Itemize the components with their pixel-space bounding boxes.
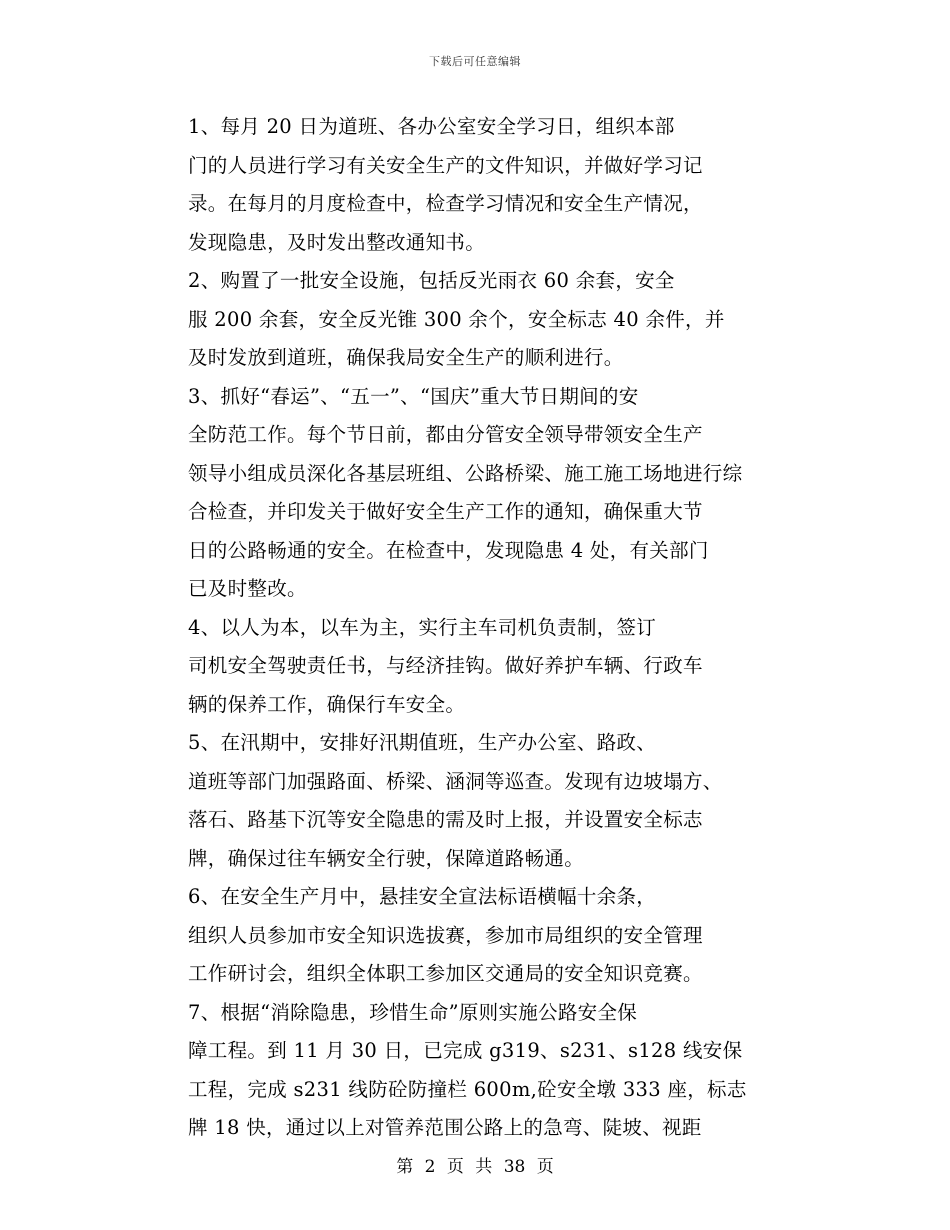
body-line: 及时发放到道班，确保我局安全生产的顺利进行。	[188, 346, 624, 369]
body-line: 4、以人为本，以车为主，实行主车司机负责制，签订	[188, 615, 657, 639]
body-line: 障工程。到 11 月 30 日，已完成 g319、s231、s128 线安保	[188, 1039, 743, 1062]
page-header: 下载后可任意编辑	[429, 55, 521, 68]
body-line: 7、根据“消除隐患，珍惜生命”原则实施公路安全保	[188, 1000, 638, 1024]
body-line: 5、在汛期中，安排好汛期值班，生产办公室、路政、	[188, 731, 657, 754]
body-line: 门的人员进行学习有关安全生产的文件知识，并做好学习记	[188, 153, 703, 177]
body-line: 牌，确保过往车辆安全行驶，保障道路畅通。	[188, 846, 585, 870]
body-line: 辆的保养工作，确保行车安全。	[188, 692, 466, 716]
body-line: 6、在安全生产月中，悬挂安全宣法标语横幅十余条，	[188, 885, 657, 908]
body-line: 牌 18 快，通过以上对管养范围公路上的急弯、陡坡、视距	[188, 1116, 702, 1139]
body-line: 1、每月 20 日为道班、各办公室安全学习日，组织本部	[188, 115, 675, 138]
body-line: 已及时整改。	[188, 577, 307, 600]
document-body	[188, 108, 808, 1148]
body-line: 2、购置了一批安全设施，包括反光雨衣 60 余套，安全	[188, 269, 675, 292]
body-line: 全防范工作。每个节日前，都由分管安全领导带领安全生产	[188, 423, 703, 446]
body-line: 司机安全驾驶责任书，与经济挂钩。做好养护车辆、行政车	[188, 654, 703, 677]
body-line: 服 200 余套，安全反光锥 300 余个，安全标志 40 余件，并	[188, 307, 725, 331]
body-line: 合检查，并印发关于做好安全生产工作的通知，确保重大节	[188, 500, 703, 523]
body-line: 组织人员参加市安全知识选拔赛，参加市局组织的安全管理	[188, 923, 703, 947]
body-line: 道班等部门加强路面、桥梁、涵洞等巡查。发现有边坡塌方、	[188, 769, 723, 793]
page-number-footer: 第 2 页 共 38 页	[396, 1157, 554, 1177]
body-line: 3、抓好“春运”、“五一”、“国庆”重大节日期间的安	[188, 384, 639, 408]
body-line: 领导小组成员深化各基层班组、公路桥梁、施工施工场地进行综	[188, 461, 743, 485]
body-line: 日的公路畅通的安全。在检查中，发现隐患 4 处，有关部门	[188, 538, 709, 562]
body-line: 落石、路基下沉等安全隐患的需及时上报，并设置安全标志	[188, 808, 703, 831]
body-line: 工作研讨会，组织全体职工参加区交通局的安全知识竞赛。	[188, 962, 703, 985]
body-line: 工程，完成 s231 线防砼防撞栏 600m,砼安全墩 333 座，标志	[188, 1077, 747, 1101]
body-line: 录。在每月的月度检查中，检查学习情况和安全生产情况，	[188, 192, 703, 215]
body-line: 发现隐患，及时发出整改通知书。	[188, 230, 486, 254]
